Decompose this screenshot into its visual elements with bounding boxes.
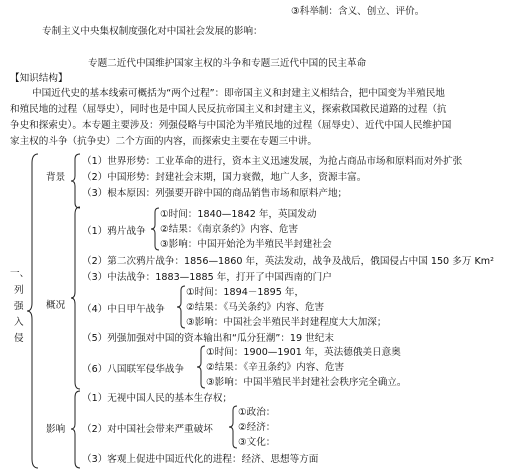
opium-war-result: ②结果：《南京条约》内容、危害 [160,224,299,235]
background-item-1: （1）世界形势：工业革命的进行，资本主义迅速发展，为抢占商品市场和原料而对外扩张 [82,156,463,167]
sino-french-war: （3）中法战争：1883—1885 年，打开了中国西南的门户 [82,272,332,283]
eight-nation-impact: ③影响：中国半殖民半封建社会秩序完全确立。 [206,377,407,388]
intro-line-4: 家主权的斗争（抗争史）二个方面的内容，而探索史主要在专题三中讲。 [10,136,317,147]
background-item-2: （2）中国形势：封建社会末期，国力衰微，地广人多，资源丰富。 [82,172,367,183]
overview-brace [70,206,82,390]
impact-item-2: （2）对中国社会带来严重破坏 [82,424,213,435]
impact-item-2-brace [228,405,238,449]
impact-label: 影响 [46,424,66,435]
top-line: ③科举制：含义、创立、评价。 [291,6,425,17]
impact-culture: ③文化： [238,437,276,448]
intro-line-1: 中国近代史的基本线索可概括为“两个过程”：即帝国主义和封建主义相结合，把中国变为半殖民地 [32,88,445,99]
root-label-2: 列 [14,285,24,296]
sino-japanese-war-impact: ③影响：中国社会半殖民半封建程度大大加深； [186,317,387,328]
section-title: 专题二近代中国维护国家主权的斗争和专题三近代中国的民主革命 [88,58,367,69]
eight-nation-brace [196,345,206,389]
overview-label: 概况 [46,300,66,311]
impact-brace [70,390,82,469]
root-label-1: 一、 [10,268,30,279]
second-opium-war: （2）第二次鸦片战争：1856—1860 年，英法发动，战争及战后，俄国侵占中国 150 多万 Km² [82,256,494,267]
background-brace [70,153,82,209]
opium-war-time: ①时间：1840—1842 年，英国发动 [160,209,317,220]
sino-japanese-war-label: （4）中日甲午战争 [82,304,165,315]
sino-japanese-war-time: ①时间：1894－1895 年， [186,287,305,298]
root-label-3: 强 [14,301,24,312]
knowledge-label: 【知识结构】 [10,73,68,84]
background-item-3: （3）根本原因：列强要开辟中国的商品销售市场和原料产地； [82,188,348,199]
root-label-5: 侵 [14,333,24,344]
opium-war-brace [150,207,160,251]
question-line: 专制主义中央集权制度强化对中国社会发展的影响： [42,26,263,37]
eight-nation-result: ②结果：《辛丑条约》内容、危害 [206,362,345,373]
eight-nation-time: ①时间：1900—1901 年，英法德俄美日意奥 [206,347,401,358]
opium-war-impact: ③影响：中国开始沦为半殖民半封建社会 [160,239,332,250]
background-label: 背景 [46,172,66,183]
sino-japanese-war-brace [176,285,186,329]
intro-line-3: 争史和探索史）。本专题主要涉及：列强侵略与中国沦为半殖民地的过程（屈辱史）、近代中国人民维护国 [10,120,452,131]
capital-export: （5）列强加强对中国的资本输出和“瓜分狂潮”：19 世纪末 [82,333,334,344]
impact-politics: ①政治： [238,407,276,418]
sino-japanese-war-result: ②结果：《马关条约》内容、危害 [186,302,325,313]
impact-economy: ②经济： [238,422,276,433]
eight-nation-label: （6）八国联军侵华战争 [82,364,185,375]
intro-line-2: 和殖民地的过程（屈辱史），同时也是中国人民反抗帝国主义和封建主义，探索救国救民道路的过程（抗 [10,104,447,115]
root-label-4: 入 [14,317,24,328]
opium-war-label: （1）鸦片战争 [82,226,146,237]
impact-item-1: （1）无视中国人民的基本生存权； [82,393,233,404]
impact-item-3: （3）客观上促进中国近代化的进程：经济、思想等方面 [82,454,319,465]
root-brace [26,153,40,469]
